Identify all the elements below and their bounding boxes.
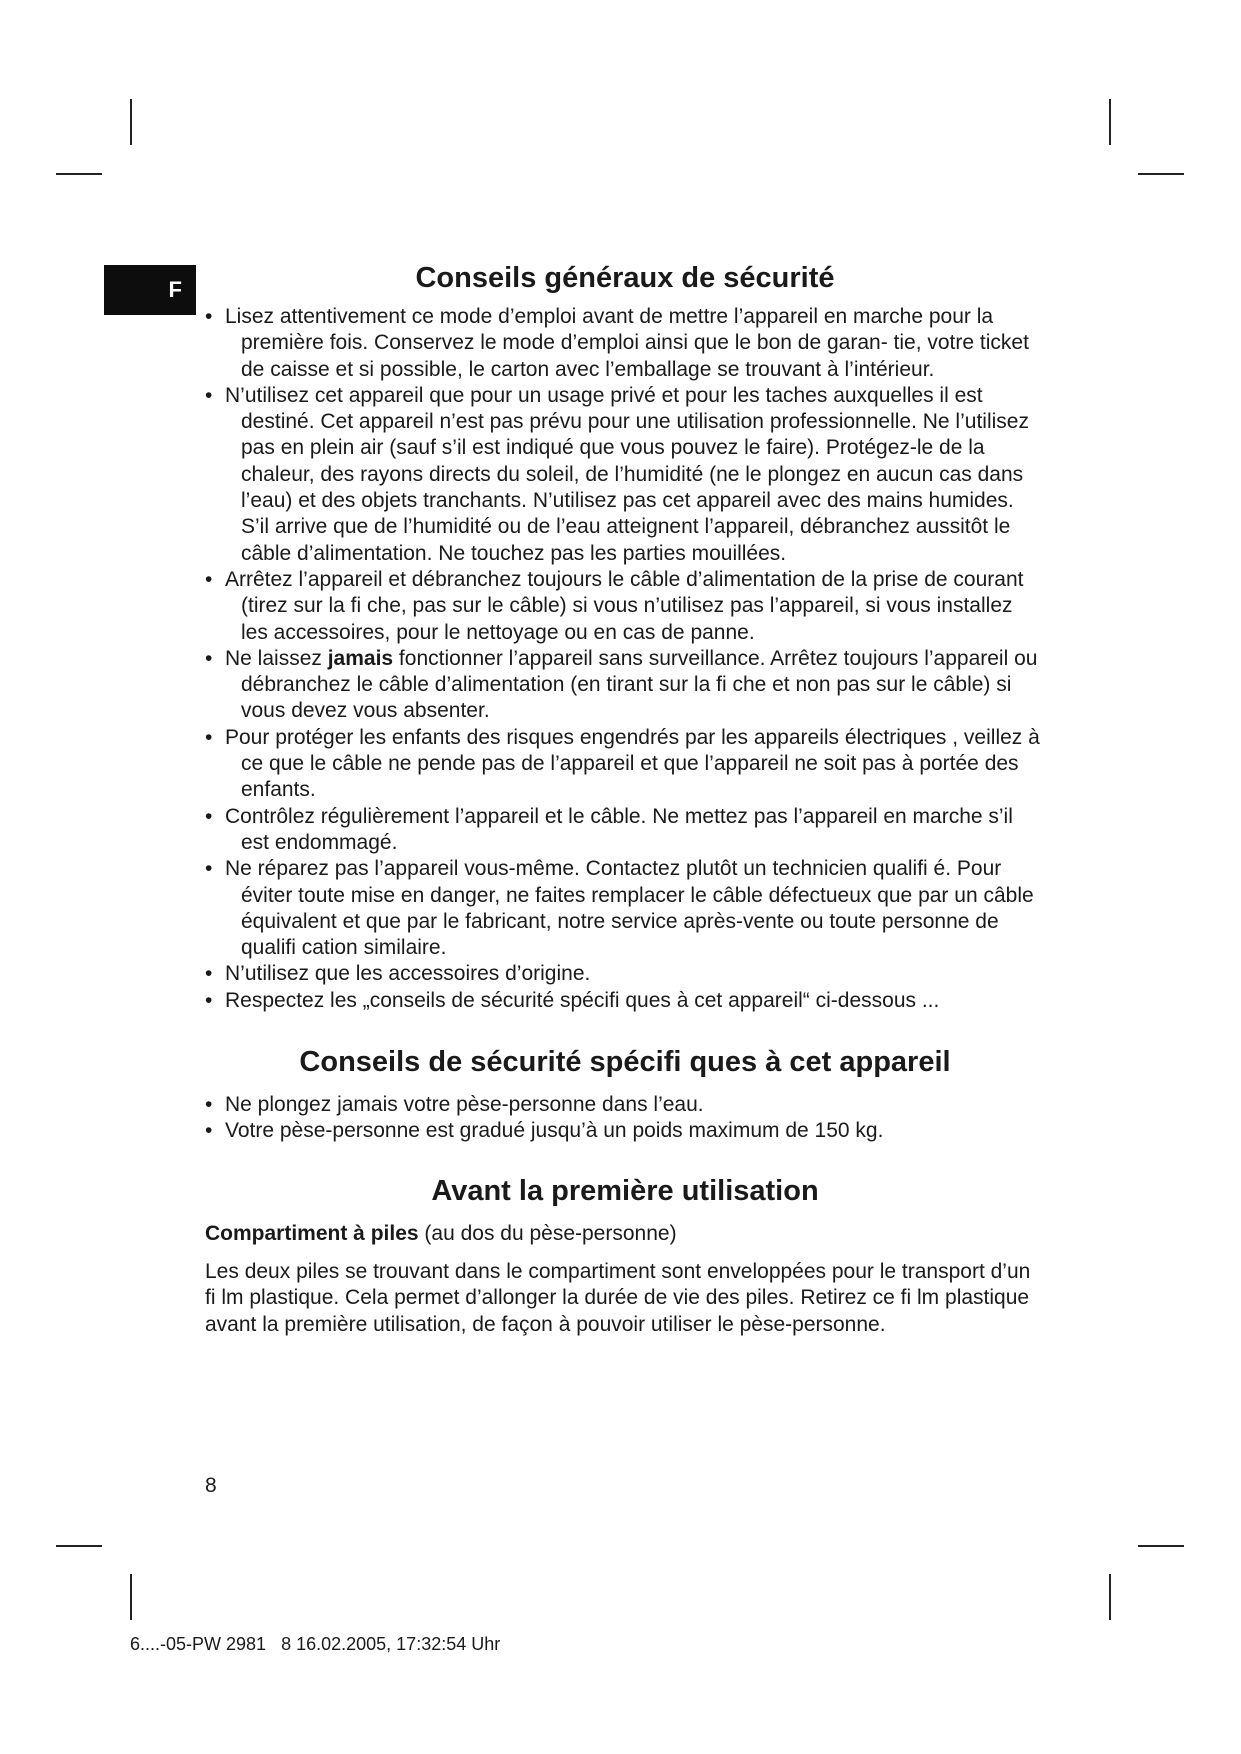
list-item: • Respectez les „conseils de sécurité spécifi ques à cet appareil“ ci-dessous ... [205, 988, 1045, 1014]
section-specific-safety-title: Conseils de sécurité spécifi ques à cet appareil [299, 1046, 951, 1079]
general-safety-list [205, 304, 1045, 1014]
crop-mark-bottom-right-horizontal [1138, 1545, 1184, 1547]
crop-mark-top-right-vertical [1109, 99, 1111, 145]
battery-compartment-note: (au dos du pèse-personne) [418, 1221, 677, 1245]
crop-mark-top-left-vertical [130, 99, 132, 145]
list-item: • Votre pèse-personne est gradué jusqu’à un poids maximum de 150 kg. [205, 1118, 1045, 1144]
battery-compartment-label: Compartiment à piles [205, 1221, 419, 1245]
list-item: • N’utilisez cet appareil que pour un usage privé et pour les taches auxquelles il est destiné. Cet appareil n’est pas prévu pour une utilisation professionnelle. Ne l’utilisez pas en plein air (sauf s’il est indiqué que vous pouvez le faire). Protégez-le de la chaleur, des rayons directs du soleil, de l’humidité (ne le plongez en aucun cas dans l’eau) et des objets tranchants. N’utilisez pas cet appareil avec des mains humides. S’il arrive que de l’humidité ou de l’eau atteignent l’appareil, débranchez aussitôt le câble d’alimentation. Ne touchez pas les parties mouillées. [205, 383, 1045, 567]
list-item: • N’utilisez que les accessoires d’origine. [205, 961, 1045, 987]
section-first-use-title: Avant la première utilisation [431, 1174, 819, 1207]
section-general-safety-title: Conseils généraux de sécurité [415, 262, 835, 294]
list-item: • Ne plongez jamais votre pèse-personne dans l’eau. [205, 1092, 1045, 1118]
print-footer: 6....-05-PW 2981 8 16.02.2005, 17:32:54 Uhr [130, 1634, 501, 1654]
language-tab: F [104, 265, 196, 315]
list-item-text: Ne laissez [225, 646, 328, 670]
list-item: • Pour protéger les enfants des risques engendrés par les appareils électriques , veillez à ce que le câble ne pende pas de l’appareil et que l’appareil ne soit pas à portée des enfants. [205, 725, 1045, 804]
crop-mark-bottom-left-vertical [130, 1574, 132, 1620]
crop-mark-top-right-horizontal [1138, 173, 1184, 175]
crop-mark-bottom-left-horizontal [56, 1545, 102, 1547]
battery-compartment-heading [205, 1221, 1045, 1247]
list-item: • Ne réparez pas l’appareil vous-même. Contactez plutôt un technicien qualifi é. Pour éviter toute mise en danger, ne faites remplacer le câble défectueux que par un câble équivalent et que par le fabricant, notre service après-vente ou toute personne de qualifi cation similaire. [205, 856, 1045, 961]
battery-paragraph: Les deux piles se trouvant dans le compartiment sont enveloppées pour le transport d’un fi lm plastique. Cela permet d’allonger la durée de vie des piles. Retirez ce fi lm plastique avant la première utilisation, de façon à pouvoir utiliser le pèse-personne. [205, 1259, 1031, 1336]
list-item: • Contrôlez régulièrement l’appareil et le câble. Ne mettez pas l’appareil en marche s’il est endommagé. [205, 804, 1045, 857]
list-item: • Lisez attentivement ce mode d’emploi avant de mettre l’appareil en marche pour la première fois. Conservez le mode d’emploi ainsi que le bon de garan- tie, votre ticket de caisse et si possible, le carton avec l’emballage se trouvant à l’intérieur. [205, 304, 1045, 383]
crop-mark-bottom-right-vertical [1109, 1574, 1111, 1620]
crop-mark-top-left-horizontal [56, 173, 102, 175]
page-number: 8 [205, 1474, 217, 1497]
page-content [205, 256, 1045, 1338]
list-item: • Arrêtez l’appareil et débranchez toujours le câble d’alimentation de la prise de courant (tirez sur la fi che, pas sur le câble) si vous n’utilisez pas l’appareil, si vous installez les accessoires, pour le nettoyage ou en cas de panne. [205, 567, 1045, 646]
specific-safety-list [205, 1092, 1045, 1145]
emphasis-text: jamais [327, 646, 394, 670]
list-item [205, 646, 1045, 725]
list-item-text: fonctionner l’appareil sans surveillance. Arrêtez toujours l’appareil ou débranchez le câble d’alimentation (en tirant sur la fi che et non pas sur le câble) si vous devez vous absenter. [241, 646, 1038, 723]
